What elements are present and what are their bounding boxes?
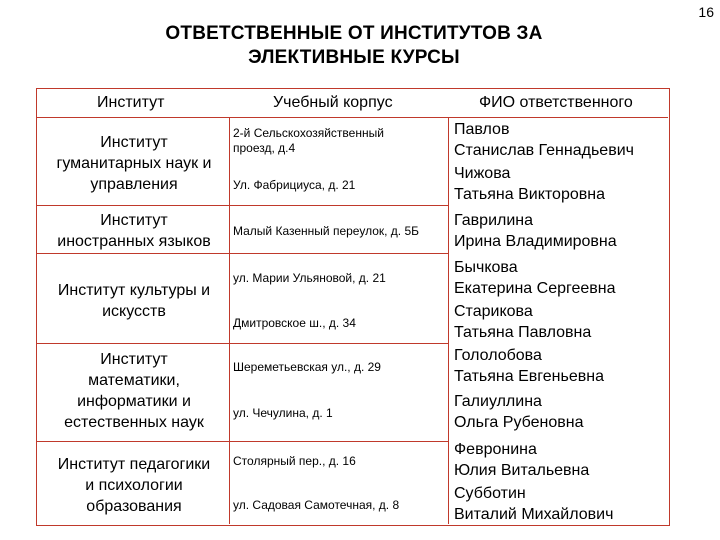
person-name: Екатерина Сергеевна bbox=[454, 280, 616, 297]
building-line: ул. Марии Ульяновой, д. 21 bbox=[233, 271, 386, 285]
title-line-2: ЭЛЕКТИВНЫЕ КУРСЫ bbox=[248, 47, 460, 68]
person-cell bbox=[454, 439, 589, 481]
person-name: Ирина Владимировна bbox=[454, 233, 617, 250]
person-cell bbox=[454, 210, 617, 252]
building-line: ул. Чечулина, д. 1 bbox=[233, 406, 333, 420]
institute-cell bbox=[39, 132, 229, 195]
building-cell bbox=[233, 271, 438, 286]
institute-line: искусств bbox=[102, 303, 166, 320]
person-name: Станислав Геннадьевич bbox=[454, 142, 634, 159]
row-divider bbox=[37, 205, 448, 206]
building-line: проезд, д.4 bbox=[233, 141, 296, 155]
person-cell bbox=[454, 301, 591, 343]
person-name: Татьяна Викторовна bbox=[454, 186, 605, 203]
institute-line: иностранных языков bbox=[57, 233, 211, 250]
column-divider-2 bbox=[448, 117, 449, 524]
person-name: Виталий Михайлович bbox=[454, 506, 614, 523]
header-institute: Институт bbox=[97, 94, 165, 111]
person-surname: Павлов bbox=[454, 121, 510, 138]
person-name: Татьяна Евгеньевна bbox=[454, 368, 604, 385]
building-cell bbox=[233, 224, 438, 239]
building-line: Столярный пер., д. 16 bbox=[233, 454, 356, 468]
building-line: Дмитровское ш., д. 34 bbox=[233, 316, 356, 330]
building-line: 2-й Сельскохозяйственный bbox=[233, 126, 384, 140]
person-name: Татьяна Павловна bbox=[454, 324, 592, 341]
building-line: Малый Казенный переулок, д. 5Б bbox=[233, 224, 420, 238]
header-person: ФИО ответственного bbox=[479, 94, 633, 111]
page-number: 16 bbox=[698, 4, 714, 20]
institute-line: Институт культуры и bbox=[57, 282, 211, 299]
building-cell bbox=[233, 316, 438, 331]
institute-line: Институт bbox=[100, 351, 168, 368]
person-name: Юлия Витальевна bbox=[454, 462, 590, 479]
person-surname: Субботин bbox=[454, 485, 526, 502]
institute-line: информатики и bbox=[77, 393, 191, 410]
page-title bbox=[40, 22, 668, 70]
institute-line: Институт bbox=[100, 212, 168, 229]
building-cell bbox=[233, 498, 438, 513]
person-surname: Старикова bbox=[454, 303, 533, 320]
institute-cell bbox=[39, 280, 229, 322]
institute-cell bbox=[39, 454, 229, 517]
institute-line: естественных наук bbox=[64, 414, 204, 431]
institute-cell bbox=[39, 210, 229, 252]
person-cell bbox=[454, 483, 613, 525]
building-line: Ул. Фабрициуса, д. 21 bbox=[233, 178, 356, 192]
header-building: Учебный корпус bbox=[273, 94, 393, 111]
building-cell bbox=[233, 454, 438, 469]
institute-line: и психологии bbox=[85, 477, 183, 494]
person-cell bbox=[454, 391, 583, 433]
header-divider bbox=[37, 117, 668, 118]
building-line: ул. Садовая Самотечная, д. 8 bbox=[233, 498, 400, 512]
responsibles-table bbox=[36, 88, 670, 526]
person-cell bbox=[454, 163, 605, 205]
building-line: Шереметьевская ул., д. 29 bbox=[233, 360, 381, 374]
title-line-1: ОТВЕТСТВЕННЫЕ ОТ ИНСТИТУТОВ ЗА bbox=[165, 23, 543, 44]
person-cell bbox=[454, 345, 604, 387]
row-divider bbox=[37, 343, 448, 344]
building-cell bbox=[233, 178, 438, 193]
column-divider-1 bbox=[229, 117, 230, 524]
building-cell bbox=[233, 126, 438, 156]
row-divider bbox=[37, 253, 448, 254]
person-cell bbox=[454, 257, 616, 299]
person-surname: Галиуллина bbox=[454, 393, 542, 410]
institute-cell bbox=[39, 349, 229, 433]
institute-line: управления bbox=[90, 176, 178, 193]
person-surname: Чижова bbox=[454, 165, 511, 182]
person-surname: Февронина bbox=[454, 441, 537, 458]
person-surname: Гололобова bbox=[454, 347, 542, 364]
person-surname: Бычкова bbox=[454, 259, 518, 276]
person-name: Ольга Рубеновна bbox=[454, 414, 584, 431]
building-cell bbox=[233, 360, 438, 375]
person-surname: Гаврилина bbox=[454, 212, 534, 229]
person-cell bbox=[454, 119, 634, 161]
institute-line: математики, bbox=[88, 372, 180, 389]
institute-line: Институт педагогики bbox=[57, 456, 211, 473]
institute-line: гуманитарных наук и bbox=[56, 155, 212, 172]
institute-line: образования bbox=[86, 498, 182, 515]
institute-line: Институт bbox=[100, 134, 168, 151]
building-cell bbox=[233, 406, 438, 421]
row-divider bbox=[37, 441, 448, 442]
